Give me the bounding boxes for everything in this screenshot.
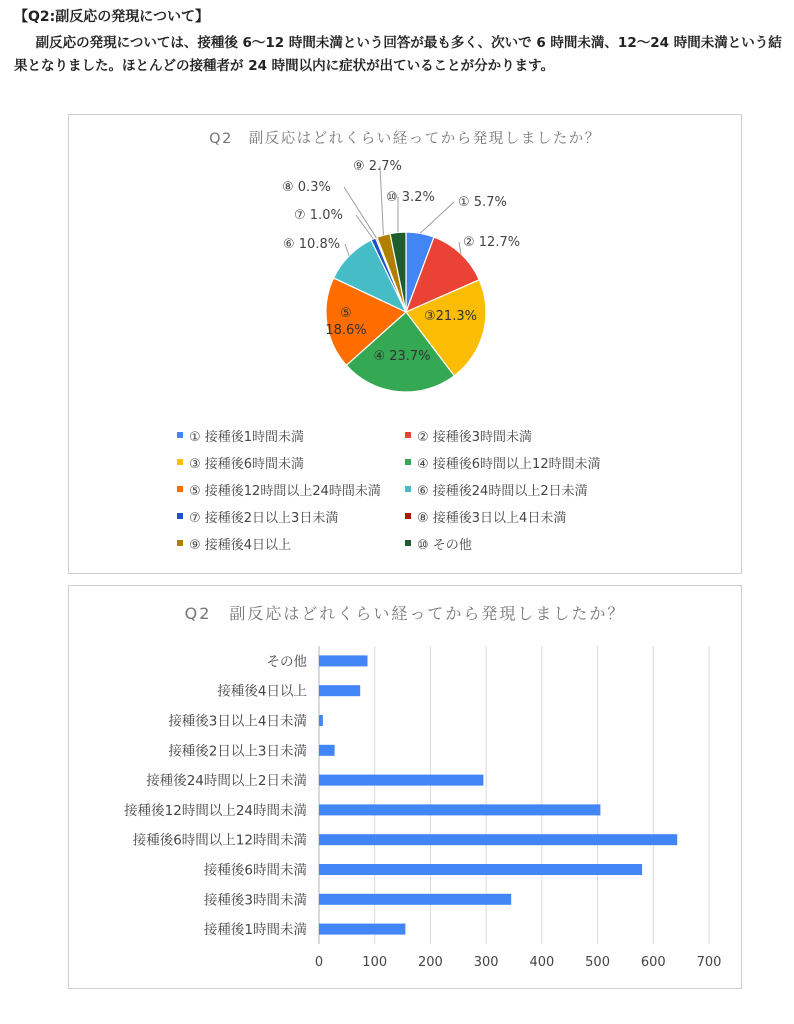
legend-item (405, 480, 637, 498)
section-heading: 【Q2:副反応の発現について】 (14, 9, 209, 25)
legend-label: ⑦ 接種後2日以上3日未満 (189, 510, 339, 526)
bar (319, 715, 323, 726)
legend-swatch (405, 432, 411, 438)
bar (319, 834, 677, 845)
bar (319, 924, 405, 935)
y-category-label: 接種後1時間未満 (203, 922, 307, 939)
legend-swatch (177, 432, 183, 438)
legend-label: ② 接種後3時間未満 (417, 429, 533, 445)
legend-item (177, 426, 405, 444)
x-tick-label: 0 (314, 955, 324, 970)
y-category-label: 接種後24時間以上2日未満 (146, 773, 307, 790)
y-category-label: 接種後4日以上 (217, 683, 307, 700)
bar (319, 804, 600, 815)
x-tick-label: 700 (696, 955, 722, 970)
legend-item (177, 534, 405, 552)
pie-data-label: ② 12.7% (463, 235, 521, 250)
x-tick-label: 500 (585, 955, 610, 970)
y-category-label: 接種後2日以上3日未満 (168, 743, 307, 760)
x-tick-label: 300 (473, 955, 499, 970)
pie-data-label: ⑨ 2.7% (353, 159, 402, 174)
bar-chart (69, 586, 741, 988)
legend-item (177, 453, 405, 471)
pie-chart (69, 115, 741, 415)
x-tick-label: 600 (640, 955, 666, 970)
pie-leader-line (344, 187, 376, 238)
legend-label: ⑩ その他 (417, 537, 472, 553)
pie-data-label: ⑤ 18.6% (325, 306, 367, 338)
bar (319, 775, 483, 786)
y-category-label: 接種後3時間未満 (203, 892, 307, 909)
legend-label: ⑤ 接種後12時間以上24時間未満 (189, 483, 381, 499)
pie-data-label: ⑦ 1.0% (294, 208, 343, 223)
bar (319, 655, 368, 666)
pie-leader-line (380, 166, 383, 235)
legend-item (405, 453, 637, 471)
pie-leader-line (420, 202, 454, 233)
y-category-label: 接種後3日以上4日未満 (168, 713, 307, 730)
pie-data-label: ③21.3% (424, 309, 477, 324)
bar-chart-title: Q2 副反応はどれくらい経ってから発現しましたか？ (184, 604, 626, 623)
legend-swatch (405, 513, 411, 519)
x-tick-label: 400 (529, 955, 555, 970)
y-category-label: 接種後12時間以上24時間未満 (124, 802, 307, 819)
legend-item (405, 426, 637, 444)
pie-data-label: ④ 23.7% (373, 349, 431, 364)
legend-label: ⑨ 接種後4日以上 (189, 537, 292, 553)
pie-data-label: ⑥ 10.8% (283, 237, 341, 252)
legend-swatch (177, 540, 183, 546)
legend-swatch (405, 486, 411, 492)
legend-item (405, 534, 637, 552)
legend-label: ③ 接種後6時間未満 (189, 456, 305, 472)
pie-data-label: ⑩ 3.2% (386, 190, 435, 205)
bar (319, 745, 335, 756)
x-tick-label: 200 (418, 955, 443, 970)
legend-swatch (177, 513, 183, 519)
y-category-label: 接種後6時間未満 (203, 862, 307, 879)
legend-swatch (405, 540, 411, 546)
legend-swatch (177, 459, 183, 465)
y-category-label: 接種後6時間以上12時間未満 (132, 832, 307, 849)
bar (319, 864, 642, 875)
legend-item (177, 507, 405, 525)
x-tick-label: 100 (362, 955, 388, 970)
pie-data-label: ⑧ 0.3% (282, 180, 331, 195)
pie-legend (177, 426, 647, 552)
bar-chart-panel (68, 585, 742, 989)
bar (319, 894, 511, 905)
bar (319, 685, 360, 696)
pie-leader-line (345, 244, 349, 256)
legend-swatch (405, 459, 411, 465)
legend-item (405, 507, 637, 525)
legend-label: ① 接種後1時間未満 (189, 429, 305, 445)
pie-chart-panel (68, 114, 742, 574)
legend-label: ⑧ 接種後3日以上4日未満 (417, 510, 567, 526)
legend-label: ⑥ 接種後24時間以上2日未満 (417, 483, 588, 499)
legend-item (177, 480, 405, 498)
pie-data-label: ① 5.7% (458, 195, 507, 210)
y-category-label: その他 (266, 653, 307, 670)
intro-paragraph: 副反応の発現については、接種後 6～12 時間未満という回答が最も多く、次いで 6 時間未満、12～24 時間未満という結果となりました。ほとんどの接種者が 24 時間以内に症状が出ていることが分かります。 (14, 35, 782, 74)
pie-chart-title: Q2 副反応はどれくらい経ってから発現しましたか？ (209, 131, 601, 147)
legend-label: ④ 接種後6時間以上12時間未満 (417, 456, 601, 472)
legend-swatch (177, 486, 183, 492)
